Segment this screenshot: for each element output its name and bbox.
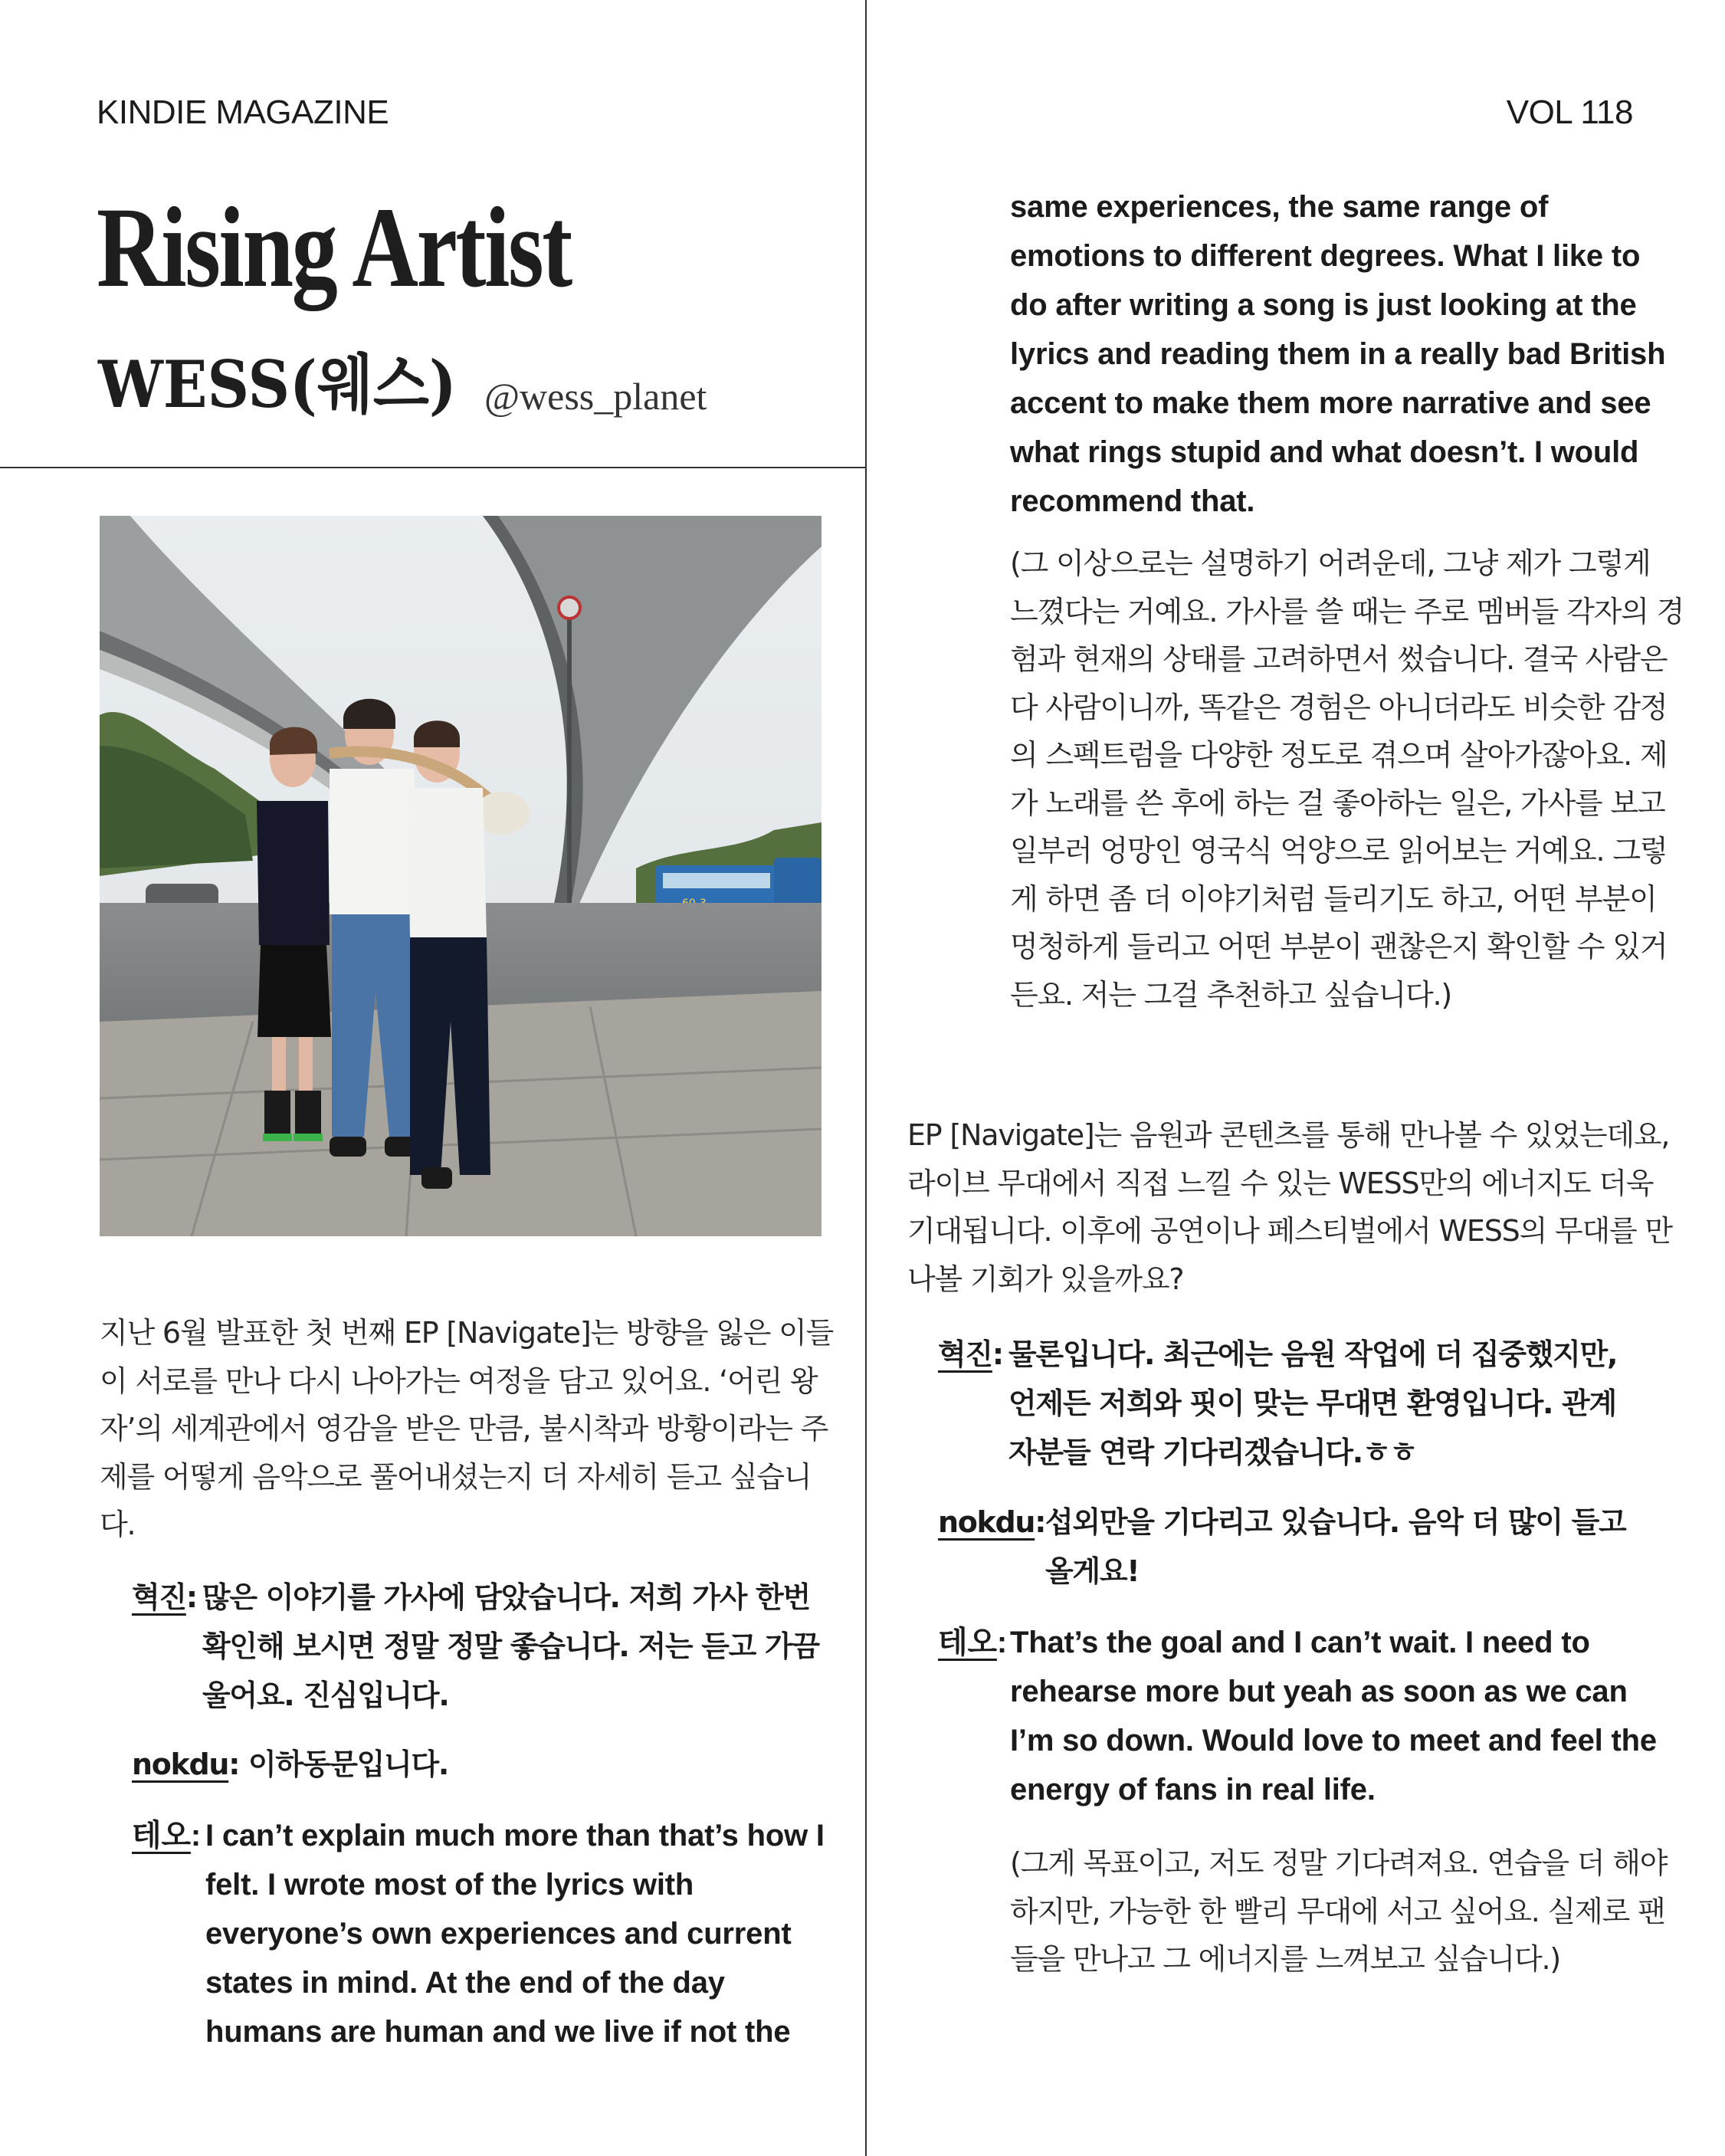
translation-teo-1: (그 이상으로는 설명하기 어려운데, 그냥 제가 그렇게 느꼈다는 거예요. 가사를 쓸 때는 주로 멤버들 각자의 경험과 현재의 상태를 고려하면서 썼습니다. 결국 사람은 다 사람이니까, 똑같은 경험은 아니더라도 비슷한 감정의 스펙트럼을 다양한 정도로 겪으며 살아가잖아요. 제가 노래를 쓴 후에 하는 걸 좋아하는 일은, 가사를 보고 일부러 엉망인 영국식 억양으로 읽어보는 거예요. 그렇게 하면 좀 더 이야기처럼 들리기도 하고, 어떤 부분이 멍청하게 들리고 어떤 부분이 괜찮은지 확인할 수 있거든요. 저는 그걸 추천하고 싶습니다.) bbox=[1010, 546, 1684, 1012]
speaker-name: 테오 bbox=[132, 1819, 191, 1852]
header-divider bbox=[0, 467, 866, 468]
artist-name: WESS(웨스) bbox=[98, 346, 457, 422]
magazine-name: KINDIE MAGAZINE bbox=[97, 94, 389, 131]
answer-hyukjin-1: 혁진: 많은 이야기를 가사에 담았습니다. 저희 가사 한번 확인해 보시면 정말 정말 좋습니다. 저는 듣고 가끔 울어요. 진심입니다. bbox=[132, 1580, 819, 1712]
answer-teo-continuation: same experiences, the same range of emotions to different degrees. What I like to do after writing a song is just looking at the lyrics and reading them in a really bad British accent to make them more narrative and see what rings stupid and what doesn’t. I would recommend that. bbox=[1010, 190, 1666, 518]
artist-handle: @wess_planet bbox=[484, 375, 707, 418]
question-1: 지난 6월 발표한 첫 번째 EP [Navigate]는 방향을 잃은 이들이 서로를 만나 다시 나아가는 여정을 담고 있어요. ‘어린 왕자’의 세계관에서 영감을 받은 만큼, 불시착과 방황이라는 주제를 어떻게 음악으로 풀어내셨는지 더 자세히 듣고 싶습니다. bbox=[100, 1316, 834, 1541]
band-photo bbox=[100, 516, 822, 1236]
speaker-name: nokdu bbox=[132, 1747, 229, 1781]
answer-nokdu-1: nokdu: 이하동문입니다. bbox=[132, 1747, 449, 1781]
speaker-name: 테오 bbox=[938, 1626, 997, 1659]
speaker-name: nokdu bbox=[938, 1505, 1035, 1539]
section-headline: Rising Artist bbox=[97, 184, 571, 311]
column-divider bbox=[865, 0, 867, 2156]
answer-teo-2: 테오: That’s the goal and I can’t wait. I need to rehearse more but yeah as soon as we can I’m so down. Would love to meet and feel the energy of fans in real life. bbox=[938, 1626, 1657, 1807]
answer-teo-1: 테오: I can’t explain much more than that’s how I felt. I wrote most of the lyrics with everyone’s own experiences and current states in mind. At the end of the day humans are human and we live if not the bbox=[132, 1819, 825, 2049]
speaker-name: 혁진 bbox=[132, 1580, 186, 1614]
question-2: EP [Navigate]는 음원과 콘텐츠를 통해 만나볼 수 있었는데요, 라이브 무대에서 직접 느낄 수 있는 WESS만의 에너지도 더욱 기대됩니다. 이후에 공연이나 페스티벌에서 WESS의 무대를 만나볼 기회가 있을까요? bbox=[907, 1118, 1672, 1296]
translation-teo-2: (그게 목표이고, 저도 정말 기다려져요. 연습을 더 해야 하지만, 가능한 한 빨리 무대에 서고 싶어요. 실제로 팬들을 만나고 그 에너지를 느껴보고 싶습니다.) bbox=[1010, 1846, 1668, 1976]
speaker-name: 혁진 bbox=[938, 1337, 992, 1371]
volume-number: VOL 118 bbox=[1506, 94, 1633, 131]
answer-nokdu-2: nokdu: 섭외만을 기다리고 있습니다. 음악 더 많이 들고 올게요! bbox=[938, 1505, 1626, 1588]
answer-hyukjin-2: 혁진: 물론입니다. 최근에는 음원 작업에 더 집중했지만, 언제든 저희와 핏이 맞는 무대면 환영입니다. 관계자분들 연락 기다리겠습니다.ㅎㅎ bbox=[938, 1337, 1618, 1469]
